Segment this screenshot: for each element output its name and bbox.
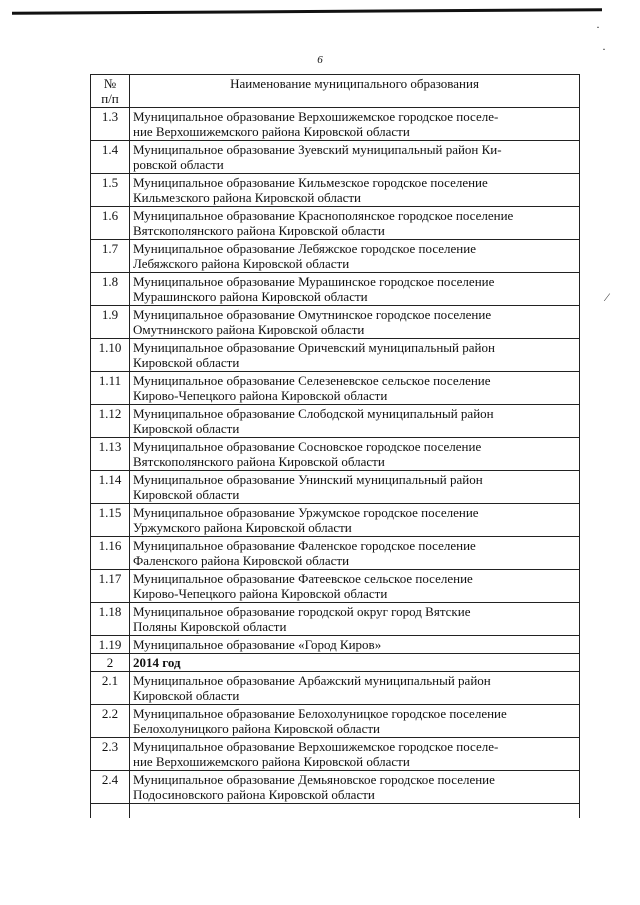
row-name-cell: Муниципальное образование Верхошижемское городское поселе- ние Верхошижемского района Кировской области [130, 738, 580, 771]
row-name-cell: Муниципальное образование Мурашинское городское поселение Мурашинского района Кировской области [130, 273, 580, 306]
row-name-cell: Муниципальное образование «Город Киров» [130, 636, 580, 654]
row-name-cell: Муниципальное образование Унинский муниципальный район Кировской области [130, 471, 580, 504]
row-number-cell: 1.10 [91, 339, 130, 372]
table-row [91, 672, 580, 705]
top-border-rule [12, 8, 602, 15]
table-row [91, 603, 580, 636]
table-row [91, 654, 580, 672]
row-number-cell: 1.7 [91, 240, 130, 273]
table-row [91, 471, 580, 504]
row-name-cell: Муниципальное образование городской округ город Вятские Поляны Кировской области [130, 603, 580, 636]
row-name-cell: Муниципальное образование Демьяновское городское поселение Подосиновского района Кировской области [130, 771, 580, 804]
row-number-cell: 1.16 [91, 537, 130, 570]
header-number-label: № п/п [101, 76, 119, 106]
row-name-cell: Муниципальное образование Зуевский муниципальный район Ки- ровской области [130, 141, 580, 174]
row-number-cell: 1.12 [91, 405, 130, 438]
table-row [91, 141, 580, 174]
header-name-cell [130, 75, 580, 108]
row-name-cell: Муниципальное образование Селезеневское сельское поселение Кирово-Чепецкого района Кировской области [130, 372, 580, 405]
tail-number-cell [91, 804, 130, 819]
table-header-row [91, 75, 580, 108]
row-number-cell: 2.4 [91, 771, 130, 804]
row-number-cell: 1.13 [91, 438, 130, 471]
table-row [91, 537, 580, 570]
row-number-cell: 1.19 [91, 636, 130, 654]
row-name-cell: Муниципальное образование Фаленское городское поселение Фаленского района Кировской области [130, 537, 580, 570]
row-number-cell: 1.5 [91, 174, 130, 207]
row-name-cell: Муниципальное образование Белохолуницкое городское поселение Белохолуницкого района Кировской области [130, 705, 580, 738]
table-row [91, 108, 580, 141]
row-name-cell: Муниципальное образование Фатеевское сельское поселение Кирово-Чепецкого района Кировской области [130, 570, 580, 603]
table-row [91, 306, 580, 339]
row-name-cell: Муниципальное образование Омутнинское городское поселение Омутнинского района Кировской области [130, 306, 580, 339]
table-row [91, 636, 580, 654]
row-name-cell: Муниципальное образование Краснополянское городское поселение Вятскополянского района Кировской области [130, 207, 580, 240]
row-name-cell: Муниципальное образование Сосновское городское поселение Вятскополянского района Кировской области [130, 438, 580, 471]
row-number-cell: 1.8 [91, 273, 130, 306]
row-name-cell: Муниципальное образование Уржумское городское поселение Уржумского района Кировской области [130, 504, 580, 537]
scan-speck: · [602, 42, 606, 56]
municipal-formations-table [90, 74, 580, 818]
row-number-cell: 1.15 [91, 504, 130, 537]
table-row [91, 771, 580, 804]
table-row [91, 273, 580, 306]
table-row [91, 504, 580, 537]
table-row [91, 240, 580, 273]
row-name-cell: Муниципальное образование Лебяжское городское поселение Лебяжского района Кировской области [130, 240, 580, 273]
scan-pen-mark: ⁄ [606, 290, 609, 304]
header-number-cell [91, 75, 130, 108]
table-row [91, 207, 580, 240]
table-row [91, 405, 580, 438]
row-number-cell: 1.9 [91, 306, 130, 339]
table-row [91, 339, 580, 372]
table-row [91, 372, 580, 405]
row-number-cell: 2.3 [91, 738, 130, 771]
table-row [91, 705, 580, 738]
row-number-cell: 2.1 [91, 672, 130, 705]
tail-name-cell [130, 804, 580, 819]
row-number-cell: 1.17 [91, 570, 130, 603]
table-continuation-row [91, 804, 580, 819]
row-number-cell: 2.2 [91, 705, 130, 738]
row-number-cell: 1.4 [91, 141, 130, 174]
page-number: 6 [317, 54, 323, 66]
row-number-cell: 1.6 [91, 207, 130, 240]
row-number-cell: 1.14 [91, 471, 130, 504]
row-name-cell: Муниципальное образование Верхошижемское городское поселе- ние Верхошижемского района Кировской области [130, 108, 580, 141]
scan-speck: · [596, 20, 600, 34]
row-number-cell: 2 [91, 654, 130, 672]
table-row [91, 174, 580, 207]
row-name-cell: Муниципальное образование Слободской муниципальный район Кировской области [130, 405, 580, 438]
table-body [91, 108, 580, 819]
row-name-cell: Муниципальное образование Кильмезское городское поселение Кильмезского района Кировской области [130, 174, 580, 207]
table-row [91, 570, 580, 603]
row-number-cell: 1.11 [91, 372, 130, 405]
table-row [91, 438, 580, 471]
year-section-heading: 2014 год [130, 654, 580, 672]
row-name-cell: Муниципальное образование Оричевский муниципальный район Кировской области [130, 339, 580, 372]
table-row [91, 738, 580, 771]
row-number-cell: 1.3 [91, 108, 130, 141]
row-name-cell: Муниципальное образование Арбажский муниципальный район Кировской области [130, 672, 580, 705]
row-number-cell: 1.18 [91, 603, 130, 636]
header-name-label: Наименование муниципального образования [230, 76, 479, 91]
